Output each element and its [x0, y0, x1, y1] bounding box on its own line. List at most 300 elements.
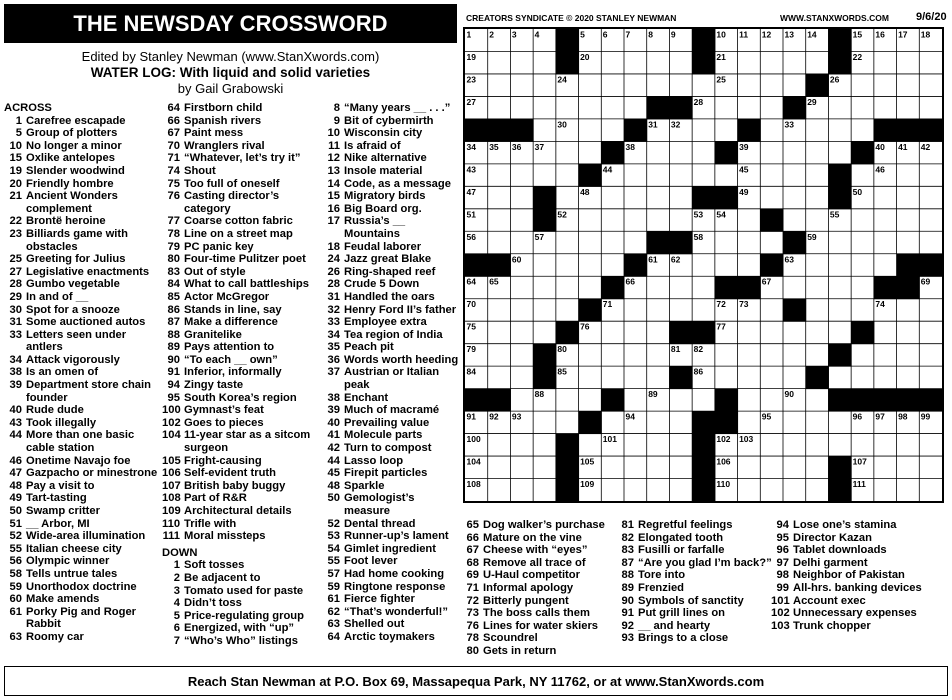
cell-number: 51: [466, 209, 476, 220]
cell-number: 93: [511, 411, 522, 422]
cell-number: 52: [557, 209, 567, 220]
clue-number: 72: [466, 594, 479, 607]
clue-number: 16: [327, 202, 340, 215]
clue-text: Paint mess: [184, 127, 244, 140]
clue-item: [4, 354, 162, 367]
clue-item: [162, 241, 322, 254]
clue-text: Italian cheese city: [26, 542, 122, 555]
clue-text: Casting director’s category: [184, 190, 280, 215]
clue-item: [4, 291, 162, 304]
clue-item: [4, 127, 162, 140]
clue-item: [4, 492, 162, 505]
clue-number: 90: [621, 594, 634, 607]
clue-text: Henry Ford II’s father: [344, 303, 457, 316]
cell-number: 24: [557, 74, 567, 85]
cell-number: 25: [716, 74, 726, 85]
clue-text: Lose one’s stamina: [793, 519, 897, 531]
cell-number: 106: [716, 456, 731, 467]
cell-number: 53: [693, 209, 704, 220]
clue-item: [322, 291, 462, 304]
clue-text: Billiards game with obstacles: [26, 227, 128, 253]
clue-number: 66: [466, 531, 479, 544]
clue-text: Nike alternative: [344, 152, 427, 165]
clue-text: Granitelike: [184, 328, 242, 341]
clue-text: Employee extra: [344, 316, 427, 329]
clue-text: Tablet downloads: [793, 544, 887, 557]
cell-number: 49: [739, 186, 749, 197]
clue-number: 41: [327, 429, 340, 442]
clue-number: 46: [9, 454, 22, 467]
clue-number: 82: [621, 531, 634, 544]
clue-number: 48: [9, 479, 22, 492]
clue-item: [162, 417, 322, 430]
clue-text: Moral missteps: [184, 530, 266, 543]
clue-text: Neighbor of Pakistan: [793, 569, 905, 582]
clue-text: Put grill lines on: [638, 607, 726, 620]
clue-item: [322, 329, 462, 342]
down-clues-bottom-1: [461, 519, 621, 658]
cell-number: 29: [807, 96, 817, 107]
clue-text: Onetime Navajo foe: [26, 454, 131, 467]
clue-text: Fierce fighter: [344, 593, 415, 606]
clue-number: 110: [162, 517, 181, 530]
clue-item: [322, 467, 462, 480]
clue-text: South Korea’s region: [184, 391, 297, 404]
clue-number: 33: [9, 328, 22, 341]
black-square: [556, 51, 579, 74]
clue-item: [461, 620, 621, 633]
cell-number: 73: [739, 299, 749, 310]
black-square: [579, 411, 602, 434]
clue-item: [322, 215, 462, 240]
clue-text: Brings to a close: [638, 632, 729, 645]
clue-text: Words worth heeding: [344, 353, 459, 366]
clue-number: 76: [466, 619, 479, 632]
clue-number: 36: [327, 353, 340, 366]
black-square: [647, 96, 670, 119]
footer-text: Reach Stan Newman at P.O. Box 69, Massapequa Park, NY 11762, or at www.StanXwords.com: [187, 673, 765, 689]
clue-number: 39: [327, 404, 340, 417]
clue-item: [461, 645, 621, 658]
cell-number: 92: [489, 411, 499, 422]
cell-number: 32: [670, 119, 681, 130]
cell-number: 91: [466, 411, 476, 422]
clue-item: [162, 278, 322, 291]
clue-number: 102: [162, 416, 181, 429]
black-square: [828, 29, 851, 52]
clue-item: [162, 429, 322, 454]
clue-number: 44: [9, 429, 22, 442]
clue-number: 85: [167, 290, 180, 303]
clue-number: 93: [621, 632, 634, 645]
cell-number: 65: [489, 276, 499, 287]
clue-item: [4, 266, 162, 279]
clue-number: 14: [327, 177, 340, 190]
clue-number: 70: [167, 139, 180, 152]
clue-item: [771, 595, 949, 608]
clue-item: [616, 582, 776, 595]
cell-number: 67: [761, 276, 772, 287]
clue-item: [162, 253, 322, 266]
clue-item: [616, 620, 776, 633]
clue-text: Didn’t toss: [184, 597, 242, 610]
clue-text: Firepit particles: [344, 467, 428, 480]
cell-number: 35: [489, 141, 499, 152]
clue-number: 55: [9, 542, 22, 555]
clue-text: Is an omen of: [26, 366, 99, 379]
clue-text: Big Board org.: [344, 202, 422, 215]
clue-item: [4, 178, 162, 191]
clue-item: [322, 165, 462, 178]
black-square: [556, 434, 579, 457]
black-square: [488, 254, 511, 277]
down-clues-column-3: [322, 102, 462, 644]
black-square: [556, 29, 579, 52]
black-square: [488, 119, 511, 142]
clue-text: Make a difference: [184, 316, 278, 329]
clue-text: All-hrs. banking devices: [793, 581, 922, 594]
cell-number: 101: [602, 434, 617, 445]
clue-text: Cheese with “eyes”: [483, 544, 588, 557]
clue-text: Delhi garment: [793, 556, 868, 569]
clue-number: 50: [9, 505, 22, 517]
black-square: [579, 299, 602, 322]
crossword-grid-svg: [465, 29, 942, 501]
clue-text: 11-year star as a sitcom surgeon: [184, 429, 311, 455]
clue-text: Pays attention to: [184, 341, 275, 354]
clue-text: Gumbo vegetable: [26, 278, 120, 291]
clue-item: [162, 635, 322, 648]
clue-text: Turn to compost: [344, 442, 432, 455]
clue-text: U-Haul competitor: [483, 569, 580, 582]
cell-number: 104: [466, 456, 481, 467]
clue-number: 89: [167, 341, 180, 354]
clue-item: [4, 631, 162, 644]
clue-number: 25: [9, 253, 22, 266]
clue-item: [461, 595, 621, 608]
clue-text: Goes to pieces: [184, 416, 264, 429]
clue-text: “Many years __ . . .”: [344, 102, 451, 114]
clue-item: [322, 190, 462, 203]
cell-number: 3: [511, 29, 517, 40]
clue-text: Ringtone response: [344, 580, 446, 593]
clue-text: Mature on the vine: [483, 531, 582, 544]
clue-item: [322, 152, 462, 165]
black-square: [897, 389, 920, 412]
clue-text: Gimlet ingredient: [344, 542, 436, 555]
black-square: [692, 321, 715, 344]
clue-text: Arctic toymakers: [344, 630, 435, 643]
clue-text: “To each __ own”: [184, 353, 278, 366]
cell-number: 77: [716, 321, 726, 332]
clue-item: [616, 519, 776, 532]
clue-text: Foot lever: [344, 555, 398, 568]
clue-number: 99: [776, 581, 789, 594]
clue-number: 64: [167, 102, 180, 114]
clue-item: [322, 366, 462, 391]
clue-number: 47: [9, 467, 22, 480]
clue-text: Make amends: [26, 593, 100, 606]
clue-text: Wisconsin city: [344, 127, 423, 140]
clue-text: “That’s wonderful!”: [344, 605, 448, 618]
contact-footer: [4, 666, 948, 696]
cell-number: 72: [716, 299, 726, 310]
black-square: [919, 389, 942, 412]
clue-number: 90: [167, 353, 180, 366]
clue-number: 84: [167, 278, 180, 291]
clue-number: 76: [167, 190, 180, 203]
down-clues-bottom-2: [616, 519, 776, 645]
clue-text: Group of plotters: [26, 127, 118, 140]
clue-text: Trifle with: [184, 517, 237, 530]
clue-number: 40: [327, 416, 340, 429]
clue-text: Lasso loop: [344, 454, 404, 467]
clue-number: 74: [167, 164, 180, 177]
clue-number: 96: [776, 544, 789, 557]
clue-text: Ancient Wonders complement: [26, 190, 118, 215]
clue-number: 38: [9, 366, 22, 379]
cell-number: 7: [625, 29, 631, 40]
clue-text: Migratory birds: [344, 190, 426, 203]
clue-number: 42: [327, 442, 340, 455]
clue-text: Swamp critter: [26, 505, 100, 517]
black-square: [556, 479, 579, 501]
clue-item: [322, 492, 462, 517]
clue-text: Zingy taste: [184, 379, 244, 392]
clue-text: Spot for a snooze: [26, 303, 120, 316]
clue-item: [322, 455, 462, 468]
black-square: [828, 186, 851, 209]
clue-item: [162, 505, 322, 518]
clue-number: 94: [167, 379, 180, 392]
black-square: [669, 231, 692, 254]
clue-text: No longer a minor: [26, 139, 122, 152]
website-credit: WWW.STANXWORDS.COM: [780, 13, 889, 23]
clue-item: [322, 581, 462, 594]
black-square: [783, 231, 806, 254]
cell-number: 2: [489, 29, 494, 40]
black-square: [465, 254, 488, 277]
clue-number: 9: [333, 114, 340, 127]
clue-text: Lines for water skiers: [483, 619, 599, 632]
clue-number: 78: [167, 227, 180, 240]
black-square: [783, 299, 806, 322]
clue-text: Tore into: [638, 569, 686, 582]
cell-number: 84: [466, 366, 476, 377]
clue-item: [322, 593, 462, 606]
clue-number: 18: [327, 240, 340, 253]
clue-number: 59: [9, 580, 22, 593]
clue-item: [162, 152, 322, 165]
clue-number: 37: [327, 366, 340, 379]
clue-item: [162, 366, 322, 379]
black-square: [692, 186, 715, 209]
clue-text: Line on a street map: [184, 227, 293, 240]
editor-credit: Edited by Stanley Newman (www.StanXwords.com): [81, 49, 380, 64]
black-square: [897, 254, 920, 277]
cell-number: 61: [648, 254, 658, 265]
cell-number: 20: [580, 51, 590, 62]
black-square: [533, 366, 556, 389]
clue-item: [4, 228, 162, 253]
clue-text: Letters seen under antlers: [26, 328, 127, 354]
black-square: [692, 479, 715, 501]
black-square: [601, 389, 624, 412]
black-square: [533, 186, 556, 209]
clue-item: [162, 304, 322, 317]
cell-number: 33: [784, 119, 794, 130]
cell-number: 57: [534, 231, 545, 242]
clue-item: [322, 543, 462, 556]
cell-number: 62: [670, 254, 681, 265]
cell-number: 96: [852, 411, 863, 422]
clue-item: [322, 442, 462, 455]
clue-number: 97: [776, 556, 789, 569]
clue-number: 1: [15, 114, 22, 127]
clue-number: 44: [327, 454, 340, 467]
cell-number: 87: [807, 366, 817, 377]
clue-text: Fright-causing: [184, 454, 262, 467]
clue-number: 29: [9, 290, 22, 303]
cell-number: 5: [580, 29, 585, 40]
black-square: [692, 434, 715, 457]
clue-item: [322, 140, 462, 153]
cell-number: 90: [784, 389, 794, 400]
clue-text: Shout: [184, 164, 216, 177]
clue-text: Remove all trace of: [483, 556, 586, 569]
clue-text: Pay a visit to: [26, 479, 95, 492]
black-square: [806, 74, 829, 97]
clue-text: Gemologist’s measure: [344, 492, 415, 517]
black-square: [488, 389, 511, 412]
clue-text: Russia’s __ Mountains: [344, 215, 406, 240]
clue-item: [771, 557, 949, 570]
black-square: [692, 456, 715, 479]
clue-text: Spanish rivers: [184, 114, 262, 127]
clue-text: Unorthodox doctrine: [26, 580, 137, 593]
clue-number: 22: [9, 215, 22, 228]
clue-text: Gazpacho or minestrone: [26, 467, 158, 480]
clue-number: 11: [328, 139, 340, 152]
clue-item: [616, 557, 776, 570]
cell-number: 105: [580, 456, 595, 467]
cell-number: 99: [920, 411, 931, 422]
clue-item: [4, 568, 162, 581]
clue-text: Tea region of India: [344, 328, 443, 341]
cell-number: 103: [739, 434, 754, 445]
clue-number: 20: [9, 177, 22, 190]
clue-number: 71: [167, 152, 180, 165]
black-square: [828, 456, 851, 479]
clue-text: “Are you glad I’m back?”: [638, 556, 772, 569]
clue-text: Tomato used for paste: [184, 584, 304, 597]
cell-number: 63: [784, 254, 794, 265]
cell-number: 85: [557, 366, 567, 377]
cell-number: 107: [852, 456, 867, 467]
clue-text: Crude 5 Down: [344, 278, 420, 291]
clue-number: 80: [167, 253, 180, 266]
clue-text: Tart-tasting: [26, 492, 87, 505]
clue-number: 88: [167, 328, 180, 341]
clue-number: 101: [771, 594, 790, 607]
cell-number: 82: [693, 344, 704, 355]
clue-number: 87: [621, 556, 634, 569]
clue-text: Friendly hombre: [26, 177, 114, 190]
clue-number: 59: [327, 580, 340, 593]
clue-text: Prevailing value: [344, 416, 430, 429]
clue-item: [322, 480, 462, 493]
clue-item: [322, 102, 462, 115]
clue-number: 57: [327, 567, 340, 580]
clue-item: [4, 505, 162, 518]
clue-item: [322, 178, 462, 191]
cell-number: 14: [807, 29, 817, 40]
cell-number: 31: [648, 119, 658, 130]
black-square: [533, 209, 556, 232]
clue-text: Frenzied: [638, 581, 685, 594]
clue-item: [4, 593, 162, 606]
clue-text: Code, as a message: [344, 177, 451, 190]
cell-number: 50: [852, 186, 863, 197]
clue-item: [322, 417, 462, 430]
clue-item: [322, 316, 462, 329]
clue-item: [4, 215, 162, 228]
black-square: [715, 186, 738, 209]
clue-number: 1: [173, 559, 180, 572]
black-square: [692, 411, 715, 434]
clue-item: [4, 429, 162, 454]
clue-item: [4, 467, 162, 480]
clue-item: [616, 544, 776, 557]
cell-number: 97: [875, 411, 885, 422]
clue-text: __ and hearty: [638, 619, 711, 632]
cell-number: 19: [466, 51, 476, 62]
clue-item: [771, 607, 949, 620]
clue-item: [162, 572, 322, 585]
clue-number: 87: [167, 316, 180, 329]
black-square: [828, 389, 851, 412]
cell-number: 54: [716, 209, 726, 220]
clue-text: Sparkle: [344, 479, 385, 492]
clue-number: 95: [167, 391, 180, 404]
cell-number: 13: [784, 29, 794, 40]
clue-text: Wide-area illumination: [26, 530, 146, 543]
black-square: [624, 254, 647, 277]
cell-number: 30: [557, 119, 567, 130]
black-square: [669, 366, 692, 389]
cell-number: 68: [898, 276, 908, 287]
down-clues-bottom-3: [771, 519, 949, 632]
cell-number: 17: [898, 29, 908, 40]
clue-item: [162, 518, 322, 531]
clue-item: [4, 329, 162, 354]
black-square: [738, 276, 761, 299]
clue-text: Dental thread: [344, 517, 416, 530]
cell-number: 26: [829, 74, 840, 85]
black-square: [510, 119, 533, 142]
black-square: [919, 254, 942, 277]
clue-item: [322, 568, 462, 581]
clue-item: [322, 429, 462, 442]
clue-text: Department store chain founder: [26, 379, 151, 404]
clue-item: [162, 140, 322, 153]
clue-number: 27: [9, 265, 22, 278]
clue-item: [162, 190, 322, 215]
cell-number: 88: [534, 389, 545, 400]
cell-number: 39: [739, 141, 749, 152]
black-square: [692, 29, 715, 52]
clue-text: British baby buggy: [184, 479, 286, 492]
